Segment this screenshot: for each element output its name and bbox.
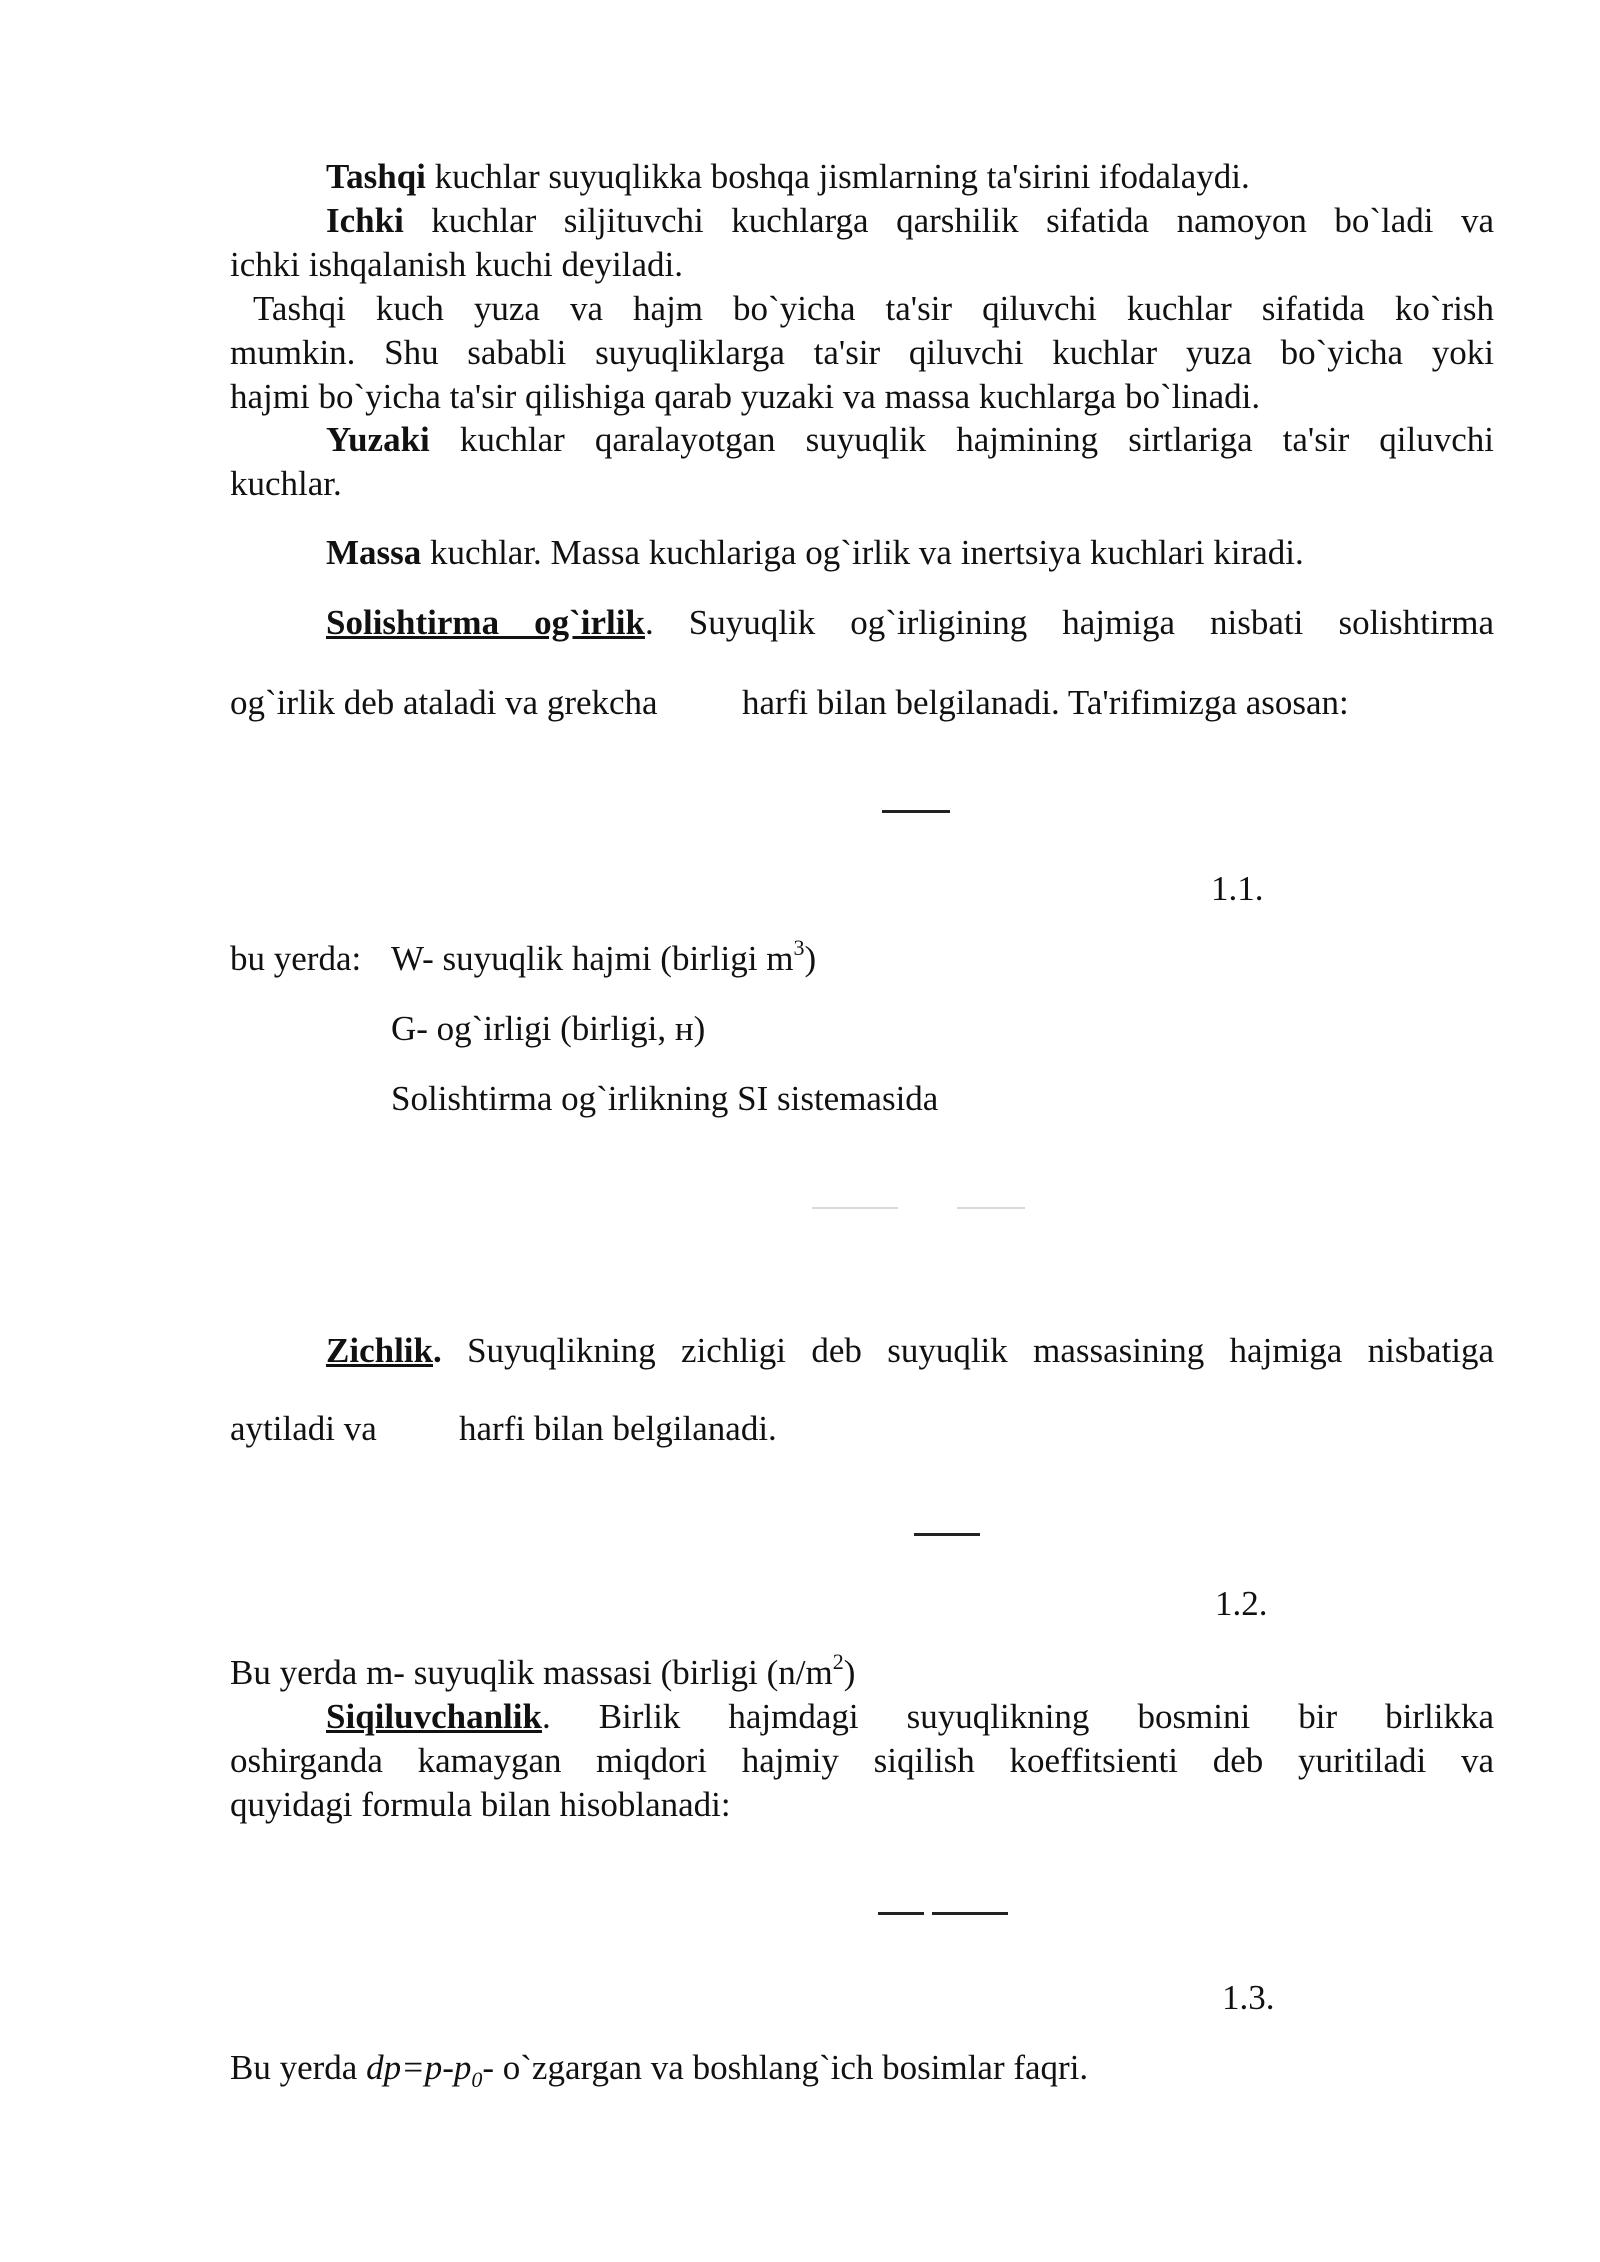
massa-def-sup: 2 — [832, 1649, 844, 1675]
paragraph-text: kuchlar suyuqlikka boshqa jismlarning ta'sirini ifodalaydi. — [425, 157, 1250, 196]
paragraph-solishtirma-line1 — [326, 601, 1494, 645]
formula-1-3-fraction-bar-right — [932, 1912, 1008, 1915]
equation-number-1-1: 1.1. — [1211, 869, 1264, 908]
paragraph-text: kuchlar. Massa kuchlariga og`irlik va inertsiya kuchlari kiradi. — [421, 533, 1304, 572]
paragraph-tashqi-kuch-line2: mumkin. Shu sababli suyuqliklarga ta'sir qiluvchi kuchlar yuza bo`yicha yoki — [230, 333, 1494, 372]
paragraph-text: kuchlar siljituvchi kuchlarga qarshilik sifatida namoyon bo`ladi va — [403, 201, 1494, 240]
paragraph-ichki-line2: ichki ishqalanish kuchi deyiladi. — [230, 245, 683, 284]
paragraph-siqiluvchanlik-line2: oshirganda kamaygan miqdori hajmiy siqilish koeffitsienti deb yuritiladi va — [230, 1741, 1494, 1780]
paragraph-bosim — [230, 2046, 1088, 2090]
paragraph-text: Suyuqlikning zichligi deb suyuqlik massasining hajmiga nisbatiga — [441, 1331, 1494, 1370]
definition-g: G- og`irligi (birligi, н) — [391, 1009, 706, 1048]
equation-number-1-3: 1.3. — [1222, 1978, 1275, 2017]
term-siqiluvchanlik: Siqiluvchanlik — [326, 1697, 542, 1736]
paragraph-siqiluvchanlik-line3: quyidagi formula bilan hisoblanadi: — [230, 1785, 731, 1824]
term-ichki: Ichki — [326, 201, 404, 240]
paragraph-massa — [326, 531, 1304, 575]
paragraph-solishtirma-line2b: harfi bilan belgilanadi. Ta'rifimizga asosan: — [742, 683, 1349, 722]
massa-def-close: ) — [843, 1653, 856, 1692]
term-zichlik: Zichlik — [326, 1331, 433, 1370]
bosim-formula-sub: 0 — [471, 2067, 483, 2092]
formula-si-fraction-bar-right — [957, 1207, 1025, 1209]
paragraph-ichki-line1 — [326, 199, 1494, 243]
definitions-prefix: bu yerda: — [230, 939, 362, 978]
formula-si-fraction-bar-left — [812, 1207, 898, 1209]
paragraph-massa-def — [230, 1651, 855, 1695]
paragraph-zichlik-line2a: aytiladi va — [230, 1409, 377, 1448]
paragraph-tashqi-kuch-line1: Tashqi kuch yuza va hajm bo`yicha ta'sir qiluvchi kuchlar sifatida ko`rish — [253, 289, 1494, 328]
paragraph-yuzaki-line1 — [326, 418, 1494, 462]
definition-si: Solishtirma og`irlikning SI sistemasida — [391, 1079, 939, 1118]
equation-number-1-2: 1.2. — [1215, 1584, 1268, 1623]
term-yuzaki: Yuzaki — [326, 420, 430, 459]
term-tashqi: Tashqi — [326, 157, 426, 196]
paragraph-solishtirma-line2a: og`irlik deb ataladi va grekcha — [230, 683, 658, 722]
paragraph-siqiluvchanlik-line1 — [326, 1695, 1494, 1739]
term-massa: Massa — [326, 533, 422, 572]
definition-w-close: ) — [804, 939, 817, 978]
paragraph-tashqi — [326, 155, 1250, 199]
definition-w-sup: 3 — [793, 935, 805, 961]
massa-def-text: Bu yerda m- suyuqlik massasi (birligi (n/m — [230, 1653, 833, 1692]
formula-1-2-fraction-bar — [914, 1533, 980, 1536]
bosim-text-a: Bu yerda — [230, 2048, 367, 2087]
paragraph-tashqi-kuch-line3: hajmi bo`yicha ta'sir qilishiga qarab yuzaki va massa kuchlarga bo`linadi. — [230, 377, 1261, 416]
paragraph-text: kuchlar qaralayotgan suyuqlik hajmining sirtlariga ta'sir qiluvchi — [429, 420, 1494, 459]
term-zichlik-dot: . — [432, 1331, 442, 1370]
paragraph-yuzaki-line2: kuchlar. — [230, 464, 342, 503]
paragraph-zichlik-line2b: harfi bilan belgilanadi. — [459, 1409, 777, 1448]
paragraph-text: . Birlik hajmdagi suyuqlikning bosmini bir birlikka — [541, 1697, 1494, 1736]
term-solishtirma: Solishtirma og`irlik — [326, 603, 645, 642]
formula-1-1-fraction-bar — [882, 810, 950, 813]
bosim-formula: dp=p-p — [366, 2048, 472, 2087]
paragraph-text: . Suyuqlik og`irligining hajmiga nisbati solishtirma — [644, 603, 1494, 642]
bosim-text-c: - o`zgargan va boshlang`ich bosimlar faqri. — [482, 2048, 1089, 2087]
definition-w-text: W- suyuqlik hajmi (birligi m — [391, 939, 794, 978]
definition-w — [391, 937, 816, 981]
formula-1-3-fraction-bar-left — [878, 1912, 924, 1915]
paragraph-zichlik-line1 — [326, 1329, 1494, 1373]
